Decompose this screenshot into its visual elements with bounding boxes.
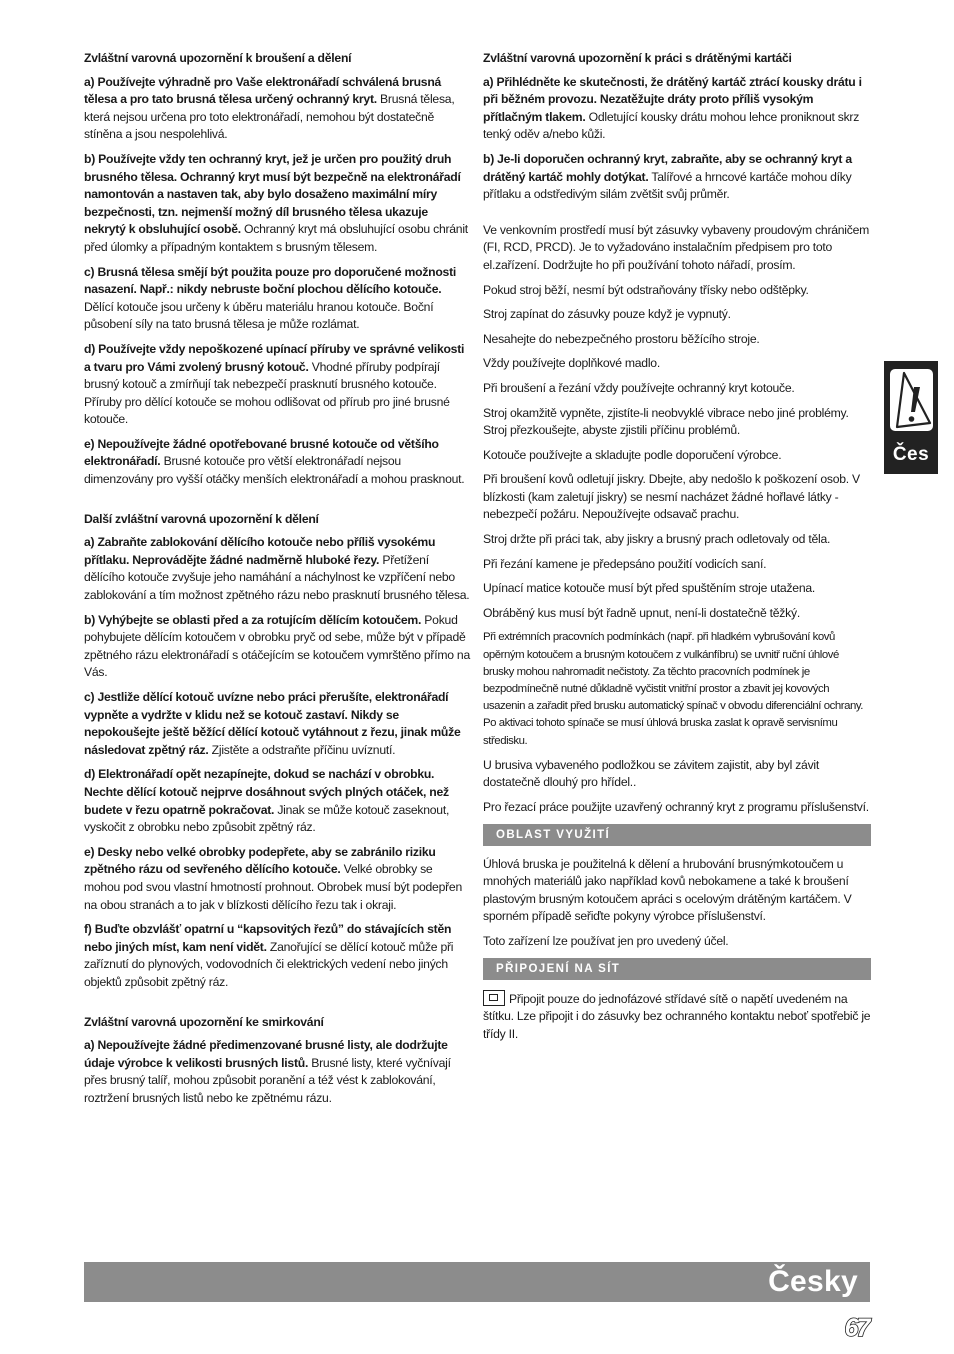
usage-text: Úhlová bruska je použitelná k dělení a hrubování brusnýmkotoučem u mnohých materiálů jako například kovů nebokamene a také k broušení plastovým brusným kotoučem apráci s ocelovým drátěným kartáčem. V sporném případě seřiďte pokyny výrobce příslušenství. [483, 856, 852, 924]
paragraph-lead: e) Desky nebo velké obrobky podepřete, aby se zabránilo riziku zpětného rázu od sevřeného dělícího kotouče. [84, 844, 436, 877]
safety-note: Vždy používejte doplňkové madlo. [483, 356, 660, 371]
paragraph-lead: a) Zabraňte zablokování dělícího kotouče nebo příliš vysokému přítlaku. Neprovádějte žádné nadměrně hluboké řezy. [84, 535, 436, 567]
section-heading-wire-brushes: Zvláštní varovná upozornění k práci s drátěnými kartáči [483, 51, 792, 65]
paragraph-text: Brusná tělesa, která nejsou určena pro toto elektronářadí, nemohou být dostatečně stíněna a jsou nespolehlivá. [84, 92, 455, 142]
paragraph-text: Velké obrobky se mohou pod svou vlastní hmotností prohnout. Obrobek musí být podepřen na obou stranách a to jak v blízkosti dělícího řezu tak i okraji. [84, 862, 462, 912]
paragraph-text: Dělící kotouče jsou určeny k úběru materiálu hranou kotouče. Boční působení síly na tato brusná tělesa je může rozlámat. [84, 299, 434, 332]
paragraph-lead: a) Přihlédněte ke skutečnosti, že drátěný kartáč ztrácí kousky drátu i při běžném provozu. Nezatěžujte dráty proto příliš vysokým přítlačným tlakem. [483, 74, 862, 124]
left-column [84, 50, 470, 1114]
safety-note: Pro řezací práce použijte uzavřený ochranný kryt z programu příslušenství. [483, 800, 869, 815]
paragraph [84, 921, 470, 991]
usage-text: Toto zařízení lze používat jen pro uvedený účel. [483, 934, 729, 949]
paragraph-text: Brusné kotouče pro větší elektronářadí nejsou dimenzovány pro vyšší otáčky menších elektronářadí a mohou prasknout. [84, 454, 465, 487]
safety-note: Kotouče používejte a skladujte podle doporučení výrobce. [483, 447, 782, 462]
paragraph-lead: a) Používejte výhradně pro Vaše elektronářadí schválená brusná tělesa a pro tato brusná tělesa určený ochranný kryt. [84, 74, 442, 107]
paragraph-text: Talířové a hrncové kartáče mohou díky přítlaku a odstředivým silám zvětšit svůj průměr. [483, 169, 852, 202]
paragraph-text: Brusné listy, které vyčnívají přes brusný talíř, mohou způsobit poranění a též vést k zablokování, roztržení brusných listů nebo ke zpětnému rázu. [84, 1055, 451, 1105]
safety-note: Pokud stroj běží, nesmí být odstraňovány třísky nebo odštěpky. [483, 282, 809, 297]
paragraph-lead: a) Nepoužívejte žádné předimenzované brusné listy, ale dodržujte údaje výrobce k velikosti brusných listů. [84, 1038, 448, 1070]
safety-note: Při řezání kamene je předepsáno použití vodicích saní. [483, 556, 767, 571]
footer-language-title: Česky [768, 1265, 858, 1298]
warning-exclamation-icon [890, 369, 933, 431]
paragraph [84, 436, 470, 489]
safety-note: Při broušení kovů odletují jiskry. Dbejte, aby nedošlo k poškození osob. V blízkosti (kam zaletují jiskry) se nesmí nacházet žádné hořlavé látky - nebezpečí požáru. Nepoužívejte odsavač prachu. [483, 472, 860, 522]
safety-note: Obráběný kus musí být řadně upnut, není-li dostatečně těžký. [483, 605, 800, 620]
class-ii-double-insulation-icon [483, 990, 505, 1006]
paragraph-lead: e) Nepoužívejte žádné opotřebované brusné kotouče od většího elektronářadí. [84, 436, 439, 469]
paragraph-lead: f) Buďte obzvlášť opatrní u “kapsovitých řezů” do stávajících stěn nebo jiných míst, kam není vidět. [84, 922, 452, 954]
section-bar-power-connection: PŘIPOJENÍ NA SÍT [483, 958, 871, 980]
side-tab-label: Čes [892, 444, 930, 465]
paragraph-text: Zanořující se dělící kotouč může při zaříznutí do plynových, vodovodních či elektrických vedení nebo jiných objektů způsobit zpětný ráz. [84, 939, 454, 989]
paragraph-text: Jinak se může kotouč zaseknout, vyskočit z obrobku nebo způsobit zpětný ráz. [84, 802, 450, 835]
paragraph [84, 1037, 470, 1107]
paragraph [84, 341, 470, 429]
paragraph-lead: b) Používejte vždy ten ochranný kryt, jež je určen pro použitý druh brusného tělesa. Ochranný kryt musí být bezpečně na elektronářadí namontován a nastaven tak, aby bylo dosaženo maximální míry bezpečnosti, tzn. nejmenší možný díl brusného tělesa ukazuje nekrytý k obsluhující osobě. [84, 151, 461, 237]
paragraph-text: Zjistěte a odstraňte příčinu uvíznutí. [208, 742, 396, 757]
safety-note: Stroj okamžitě vypněte, zjistíte-li neobvyklé vibrace nebo jiné problémy. Stroj přezkoušejte, abyste zjistili příčinu problémů. [483, 405, 849, 438]
paragraph [84, 689, 470, 759]
section-heading-grinding-cutting: Zvláštní varovná upozornění k broušení a dělení [84, 51, 352, 65]
paragraph-lead: c) Brusná tělesa smějí být použita pouze pro doporučené možnosti nasazení. Např.: nikdy nebruste boční plochou dělícího kotouče. [84, 264, 457, 297]
paragraph-lead: d) Elektronářadí opět nezapínejte, dokud se nachází v obrobku. Nechte dělící kotouč nejprve dosáhnout svých plných otáček, než budete v řezu opatrně pokračovat. [84, 767, 449, 817]
safety-note: Stroj zapínat do zásuvky pouze když je vypnutý. [483, 307, 731, 322]
paragraph [84, 264, 470, 334]
safety-note: Při broušení a řezání vždy používejte ochranný kryt kotouče. [483, 380, 795, 395]
paragraph-lead: b) Je-li doporučen ochranný kryt, zabraňte, aby se ochranný kryt a drátěný kartáč mohly dotýkat. [483, 151, 852, 184]
page-number: 67 [844, 1314, 869, 1342]
safety-note: U brusiva vybaveného podložkou se závitem zajistit, aby byl závit dostatečně dlouhý pro hřídel.. [483, 757, 820, 790]
paragraph [84, 74, 470, 144]
paragraph-lead: c) Jestliže dělící kotouč uvízne nebo práci přerušíte, elektronářadí vypněte a vydržte v klidu než se kotouč zastaví. Nikdy se nepokoušejte ještě běžící dělící kotouč vytáhnout z řezu, jinak může následovat zpětný ráz. [84, 690, 461, 757]
paragraph [84, 844, 470, 914]
paragraph [483, 151, 871, 204]
paragraph-text: Vhodné příruby podpírají brusný kotouč a zmírňují tak nebezpečí prasknutí brusného kotouče. Příruby pro dělící kotouče se mohou odlišovat od přírub pro jiné brusné kotouče. [84, 359, 450, 427]
safety-note: Stroj držte při práci tak, aby jiskry a brusný prach odletovaly od těla. [483, 532, 831, 547]
power-connection-text [483, 990, 871, 1044]
paragraph [84, 534, 470, 604]
paragraph-text: Ochranný kryt má obsluhující osobu chránit před úlomky a případným kontaktem s brusným tělesem. [84, 222, 468, 254]
safety-note-extreme-conditions: Při extrémních pracovních podmínkách (např. při hladkém vybrušování kovů opěrným kotoučem a brusným kotoučem z vulkánfíbru) se uvnitř ruční úhlové brusky mohou nahromadit nečistoty. Za těchto pracovních podmínek je bezpodmínečně nutné důkladně vyčistit vnitřní prostor a zbavit jej kovových usazenin a zařadit před brusku automatický spínač v obvodu diferenciální ochrany. Po aktivaci tohoto spínače se musí úhlová bruska zaslat k opravě servisnímu středisku. [483, 631, 863, 747]
paragraph [84, 151, 470, 257]
paragraph [483, 74, 871, 144]
section-bar-usage: OBLAST VYUŽITÍ [483, 824, 871, 846]
paragraph [84, 612, 470, 682]
safety-note: Upínací matice kotouče musí být před spuštěním stroje utažena. [483, 581, 816, 596]
language-side-tab [884, 361, 938, 474]
safety-note: Ve venkovním prostředí musí být zásuvky vybaveny proudovým chráničem (FI, RCD, PRCD). Je to vyžadováno instalačním předpisem pro toto el.zařízení. Dodržujte ho při používání tohoto nářadí, prosím. [483, 222, 870, 272]
power-connection-label: Připojit pouze do jednofázové střídavé sítě o napětí uvedeném na štítku. Lze připojit i do zásuvky bez ochranného kontaktu neboť spotřebič je třídy II. [483, 991, 871, 1041]
paragraph-text: Odletující kousky drátu mohou lehce proniknout skrz tenký oděv a/nebo kůži. [483, 109, 860, 142]
paragraph-text: Pokud pohybujete dělícím kotoučem v obrobku pryč od sebe, může být v případě zpětného rázu elektronářadí s otáčejícím se kotoučem vymrštěno přímo na Vás. [84, 612, 470, 680]
paragraph [84, 766, 470, 836]
safety-note: Nesahejte do nebezpečného prostoru běžícího stroje. [483, 331, 760, 346]
paragraph-lead: b) Vyhýbejte se oblasti před a za rotujícím dělícím kotoučem. [84, 612, 422, 627]
right-column [483, 50, 871, 1050]
paragraph-text: Přetížení dělícího kotouče zvyšuje jeho namáhání a náchylnost ke vzpříčení nebo zablokování a tím možnost zpětného rázu nebo prasknutí brusného tělesa. [84, 552, 470, 603]
paragraph-lead: d) Používejte vždy nepoškozené upínací příruby ve správné velikosti a tvaru pro Vámi zvolený brusný kotouč. [84, 341, 465, 374]
footer-language-bar [84, 1262, 870, 1302]
section-heading-cutting: Další zvláštní varovná upozornění k dělení [84, 511, 319, 526]
section-heading-sanding: Zvláštní varovná upozornění ke smirkování [84, 1014, 324, 1029]
